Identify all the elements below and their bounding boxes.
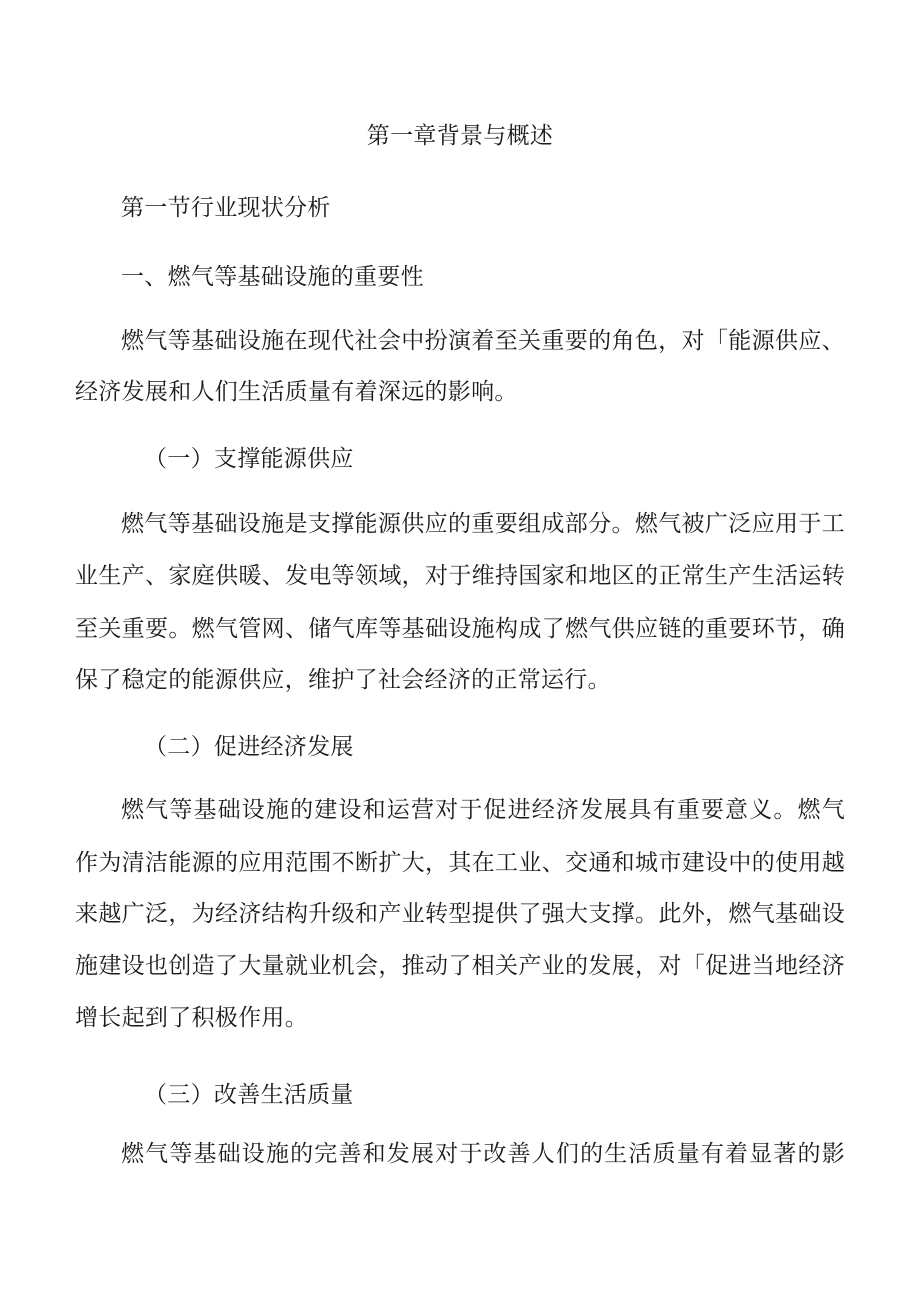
subheading-quality-of-life: （三）改善生活质量 — [144, 1082, 354, 1108]
section-title: 第一节行业现状分析 — [121, 195, 331, 221]
paragraph-line: 经济发展和人们生活质量有着深远的影响。 — [75, 379, 518, 405]
paragraph-line: 燃气等基础设施是支撑能源供应的重要组成部分。燃气被广泛应用于工 — [121, 511, 845, 537]
subheading-energy-supply: （一）支撑能源供应 — [144, 446, 354, 472]
paragraph-line: 至关重要。燃气管网、储气库等基础设施构成了燃气供应链的重要环节，确 — [75, 616, 845, 642]
paragraph-line: 业生产、家庭供暖、发电等领域，对于维持国家和地区的正常生产生活运转 — [75, 563, 845, 589]
chapter-title: 第一章背景与概述 — [366, 123, 554, 149]
paragraph-line: 施建设也创造了大量就业机会，推动了相关产业的发展，对「促进当地经济 — [75, 953, 845, 979]
paragraph-line: 作为清洁能源的应用范围不断扩大，其在工业、交通和城市建设中的使用越 — [75, 850, 845, 876]
paragraph-line: 来越广泛，为经济结构升级和产业转型提供了强大支撑。此外，燃气基础设 — [75, 901, 845, 927]
heading-importance: 一、燃气等基础设施的重要性 — [121, 264, 424, 290]
paragraph-line: 燃气等基础设施的建设和运营对于促进经济发展具有重要意义。燃气 — [121, 797, 845, 823]
paragraph-line: 燃气等基础设施在现代社会中扮演着至关重要的角色，对「能源供应、 — [121, 328, 845, 354]
paragraph-line: 燃气等基础设施的完善和发展对于改善人们的生活质量有着显著的影 — [121, 1141, 845, 1167]
paragraph-line: 保了稳定的能源供应，维护了社会经济的正常运行。 — [75, 667, 611, 693]
subheading-economic-development: （二）促进经济发展 — [144, 734, 354, 760]
paragraph-line: 增长起到了积极作用。 — [75, 1005, 308, 1031]
